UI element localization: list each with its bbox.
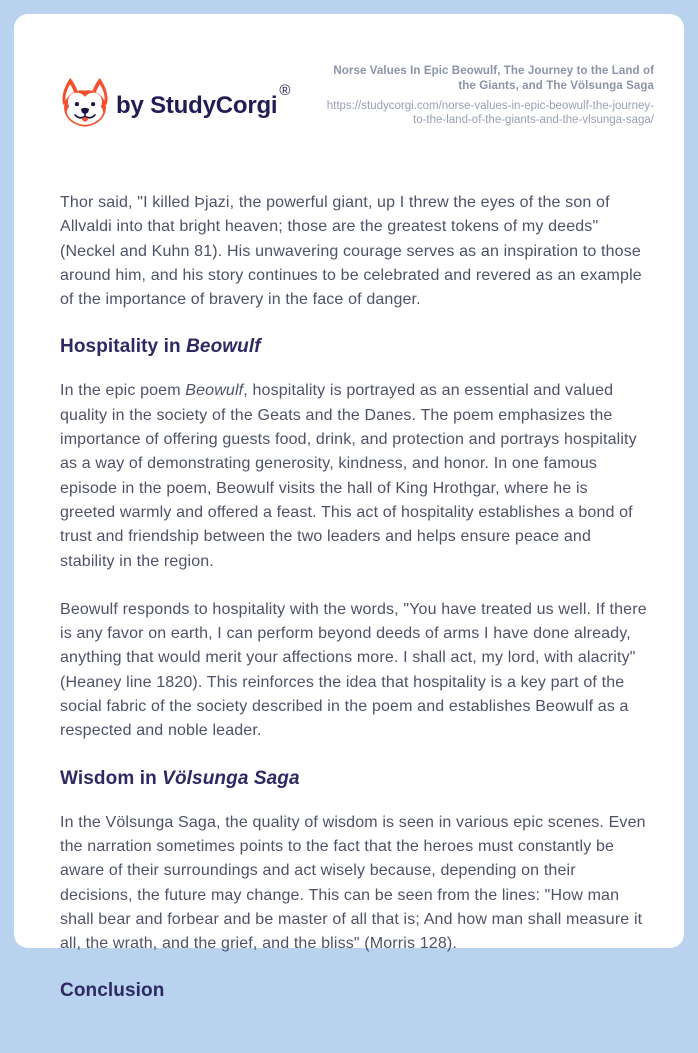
document-meta bbox=[324, 64, 654, 127]
hospitality-paragraph-1 bbox=[60, 379, 647, 573]
text-run: Beowulf responds to hospitality with the words, "You have treated us well. If there is any favor on earth, I can perform beyond deeds of arms I have done already, anything that would merit your affections more. I shall act, my lord, with alacrity" (Heaney line 1820). This reinforces the idea that hospitality is a key part of the social fabric of the society described in the poem and establishes Beowulf as a respected and noble leader. bbox=[60, 600, 647, 740]
text-run: Wisdom in bbox=[60, 767, 163, 789]
italic-text-run: Völsunga Saga bbox=[162, 767, 300, 789]
text-run: , hospitality is portrayed as an essential and valued quality in the society of the Geats and the Danes. The poem emphasizes the importance of offering guests food, drink, and protection and portrays hospitality as a way of demonstrating generosity, kindness, and honor. In one famous episode in the poem, Beowulf visits the hall of King Hrothgar, where he is greeted warmly and offered a feast. This act of hospitality establishes a bond of trust and friendship between the two leaders and helps ensure peace and stability in the region. bbox=[60, 382, 637, 570]
text-run: Conclusion bbox=[60, 980, 165, 1002]
heading-wisdom-in-volsunga-saga bbox=[60, 768, 647, 790]
brand-label: by StudyCorgi bbox=[116, 91, 278, 119]
article bbox=[14, 134, 684, 1053]
text-run: In the epic poem bbox=[60, 382, 186, 400]
intro-paragraph bbox=[60, 191, 647, 312]
registered-trademark-mark: ® bbox=[279, 81, 291, 99]
italic-text-run: Beowulf bbox=[185, 382, 244, 400]
document-header bbox=[14, 14, 684, 134]
document-title: Norse Values In Epic Beowulf, The Journey to the Land of the Giants, and The Völsunga Saga bbox=[333, 65, 654, 92]
heading-conclusion bbox=[60, 980, 647, 1002]
text-run: Thor said, "I killed Þjazi, the powerful giant, up I threw the eyes of the son of Allvaldi into that bright heaven; those are the greatest tokens of my deeds" (Neckel and Kuhn 81). His unwavering courage serves as an inspiration to those around him, and his story continues to be celebrated and revered as an example of the importance of bravery in the face of danger. bbox=[60, 194, 642, 309]
brand-text bbox=[116, 81, 291, 120]
text-run: Hospitality in bbox=[60, 336, 187, 358]
heading-hospitality-in-beowulf bbox=[60, 336, 647, 358]
wisdom-paragraph bbox=[60, 811, 647, 957]
studycorgi-logo bbox=[58, 76, 291, 134]
document-card bbox=[14, 14, 684, 1002]
corgi-logo-icon bbox=[58, 76, 112, 134]
hospitality-paragraph-2 bbox=[60, 598, 647, 744]
text-run: In the Völsunga Saga, the quality of wisdom is seen in various epic scenes. Even the narration sometimes points to the fact that the heroes must constantly be aware of their surroundings and act wisely because, depending on their decisions, the future may change. This can be seen from the lines: "How man shall bear and forbear and be master of all that is; And how man shall measure it all, the wrath, and the grief, and the bliss" (Morris 128). bbox=[60, 813, 646, 953]
document-source-url: https://studycorgi.com/norse-values-in-epic-beowulf-the-journey-to-the-land-of-the-giants-and-the-vlsunga-saga/ bbox=[326, 100, 654, 126]
italic-text-run: Beowulf bbox=[186, 336, 261, 358]
